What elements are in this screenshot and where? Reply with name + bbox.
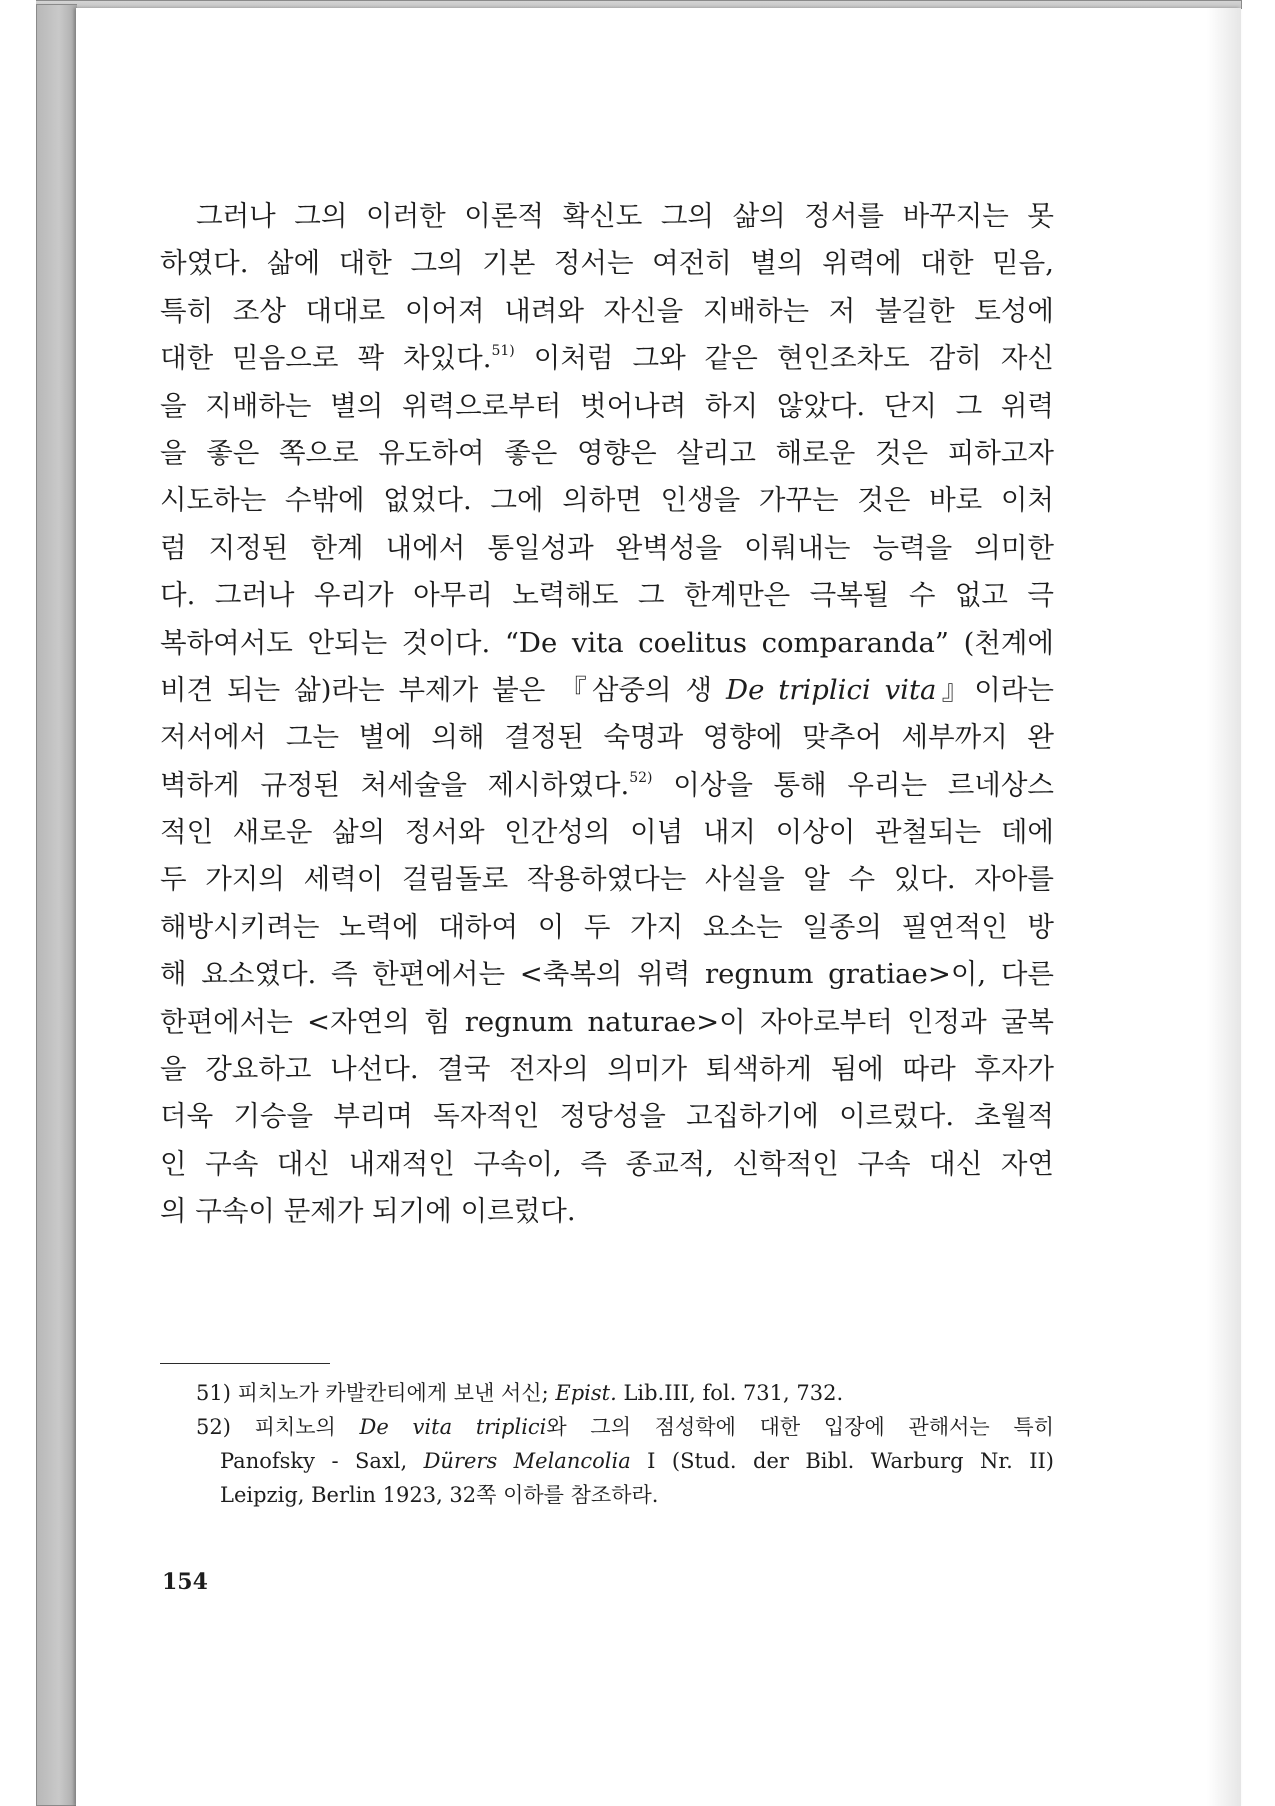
body-line: 해방시키려는 노력에 대하여 이 두 가지 요소는 일종의 필연적인 방: [160, 910, 1054, 943]
body-line: 을 강요하고 나선다. 결국 전자의 의미가 퇴색하게 됨에 따라 후자가: [160, 1053, 1054, 1086]
footnotes: [196, 1376, 1054, 1512]
body-line: 시도하는 수밖에 없었다. 그에 의하면 인생을 가꾸는 것은 바로 이처: [160, 484, 1054, 517]
body-line: 벽하게 규정된 처세술을 제시하였다.$^{52)}$ 이상을 통해 우리는 르네상스: [160, 768, 1054, 801]
body-line: 을 지배하는 별의 위력으로부터 벗어나려 하지 않았다. 단지 그 위력: [160, 389, 1054, 422]
footnote-52: 52) 피치노의 De vita triplici와 그의 점성학에 대한 입장에 관해서는 특히: [196, 1415, 1054, 1439]
body-line: 저서에서 그는 별에 의해 결정된 숙명과 영향에 맞추어 세부까지 완: [160, 721, 1054, 754]
book-spine: [36, 4, 77, 1806]
body-line: 대한 믿음으로 꽉 차있다.$^{51)}$ 이처럼 그와 같은 현인조차도 감히 자신: [160, 342, 1054, 375]
body-line: 해 요소였다. 즉 한편에서는 <축복의 위력 regnum gratiae>이, 다른: [160, 958, 1054, 991]
body-line: 더욱 기승을 부리며 독자적인 정당성을 고집하기에 이르렀다. 초월적: [160, 1100, 1054, 1133]
page-number: 154: [162, 1569, 208, 1595]
body-line: 의 구속이 문제가 되기에 이르렀다.: [160, 1195, 576, 1228]
footnote-ref-52: 52): [629, 769, 653, 786]
page-edge-shade: [1207, 8, 1241, 1806]
body-line: 인 구속 대신 내재적인 구속이, 즉 종교적, 신학적인 구속 대신 자연: [160, 1147, 1054, 1180]
body-line: 다. 그러나 우리가 아무리 노력해도 그 한계만은 극복될 수 없고 극: [160, 579, 1054, 612]
footnote-51: 51) 피치노가 카발칸티에게 보낸 서신; Epist. Lib.III, fol. 731, 732.: [196, 1381, 844, 1405]
book-title-italic: De triplici vita: [726, 673, 937, 706]
footnote-ref-51: 51): [491, 343, 515, 360]
footnote-divider: [160, 1363, 330, 1364]
footnote-52-continuation: Panofsky - Saxl, Dürers Melancolia I (Stud. der Bibl. Warburg Nr. II): [220, 1449, 1054, 1473]
body-line: 적인 새로운 삶의 정서와 인간성의 이념 내지 이상이 관철되는 데에: [160, 816, 1054, 849]
body-line: 두 가지의 세력이 걸림돌로 작용하였다는 사실을 알 수 있다. 자아를: [160, 863, 1054, 896]
body-text: [160, 193, 1054, 1236]
body-line: 복하여서도 안되는 것이다. “De vita coelitus comparanda” (천계에: [160, 626, 1054, 659]
body-line: 럼 지정된 한계 내에서 통일성과 완벽성을 이뤄내는 능력을 의미한: [160, 531, 1054, 564]
body-line: 한편에서는 <자연의 힘 regnum naturae>이 자아로부터 인정과 굴복: [160, 1005, 1054, 1038]
body-line: 특히 조상 대대로 이어져 내려와 자신을 지배하는 저 불길한 토성에: [160, 294, 1054, 327]
body-line: 을 좋은 쪽으로 유도하여 좋은 영향은 살리고 해로운 것은 피하고자: [160, 436, 1054, 469]
body-line: 그러나 그의 이러한 이론적 확신도 그의 삶의 정서를 바꾸지는 못: [196, 200, 1054, 232]
footnote-52-continuation: Leipzig, Berlin 1923, 32쪽 이하를 참조하라.: [220, 1483, 659, 1507]
body-line: 비견 되는 삶)라는 부제가 붙은 『삼중의 생 De triplici vita』이라는: [160, 673, 1054, 706]
body-line: 하였다. 삶에 대한 그의 기본 정서는 여전히 별의 위력에 대한 믿음,: [160, 247, 1054, 280]
